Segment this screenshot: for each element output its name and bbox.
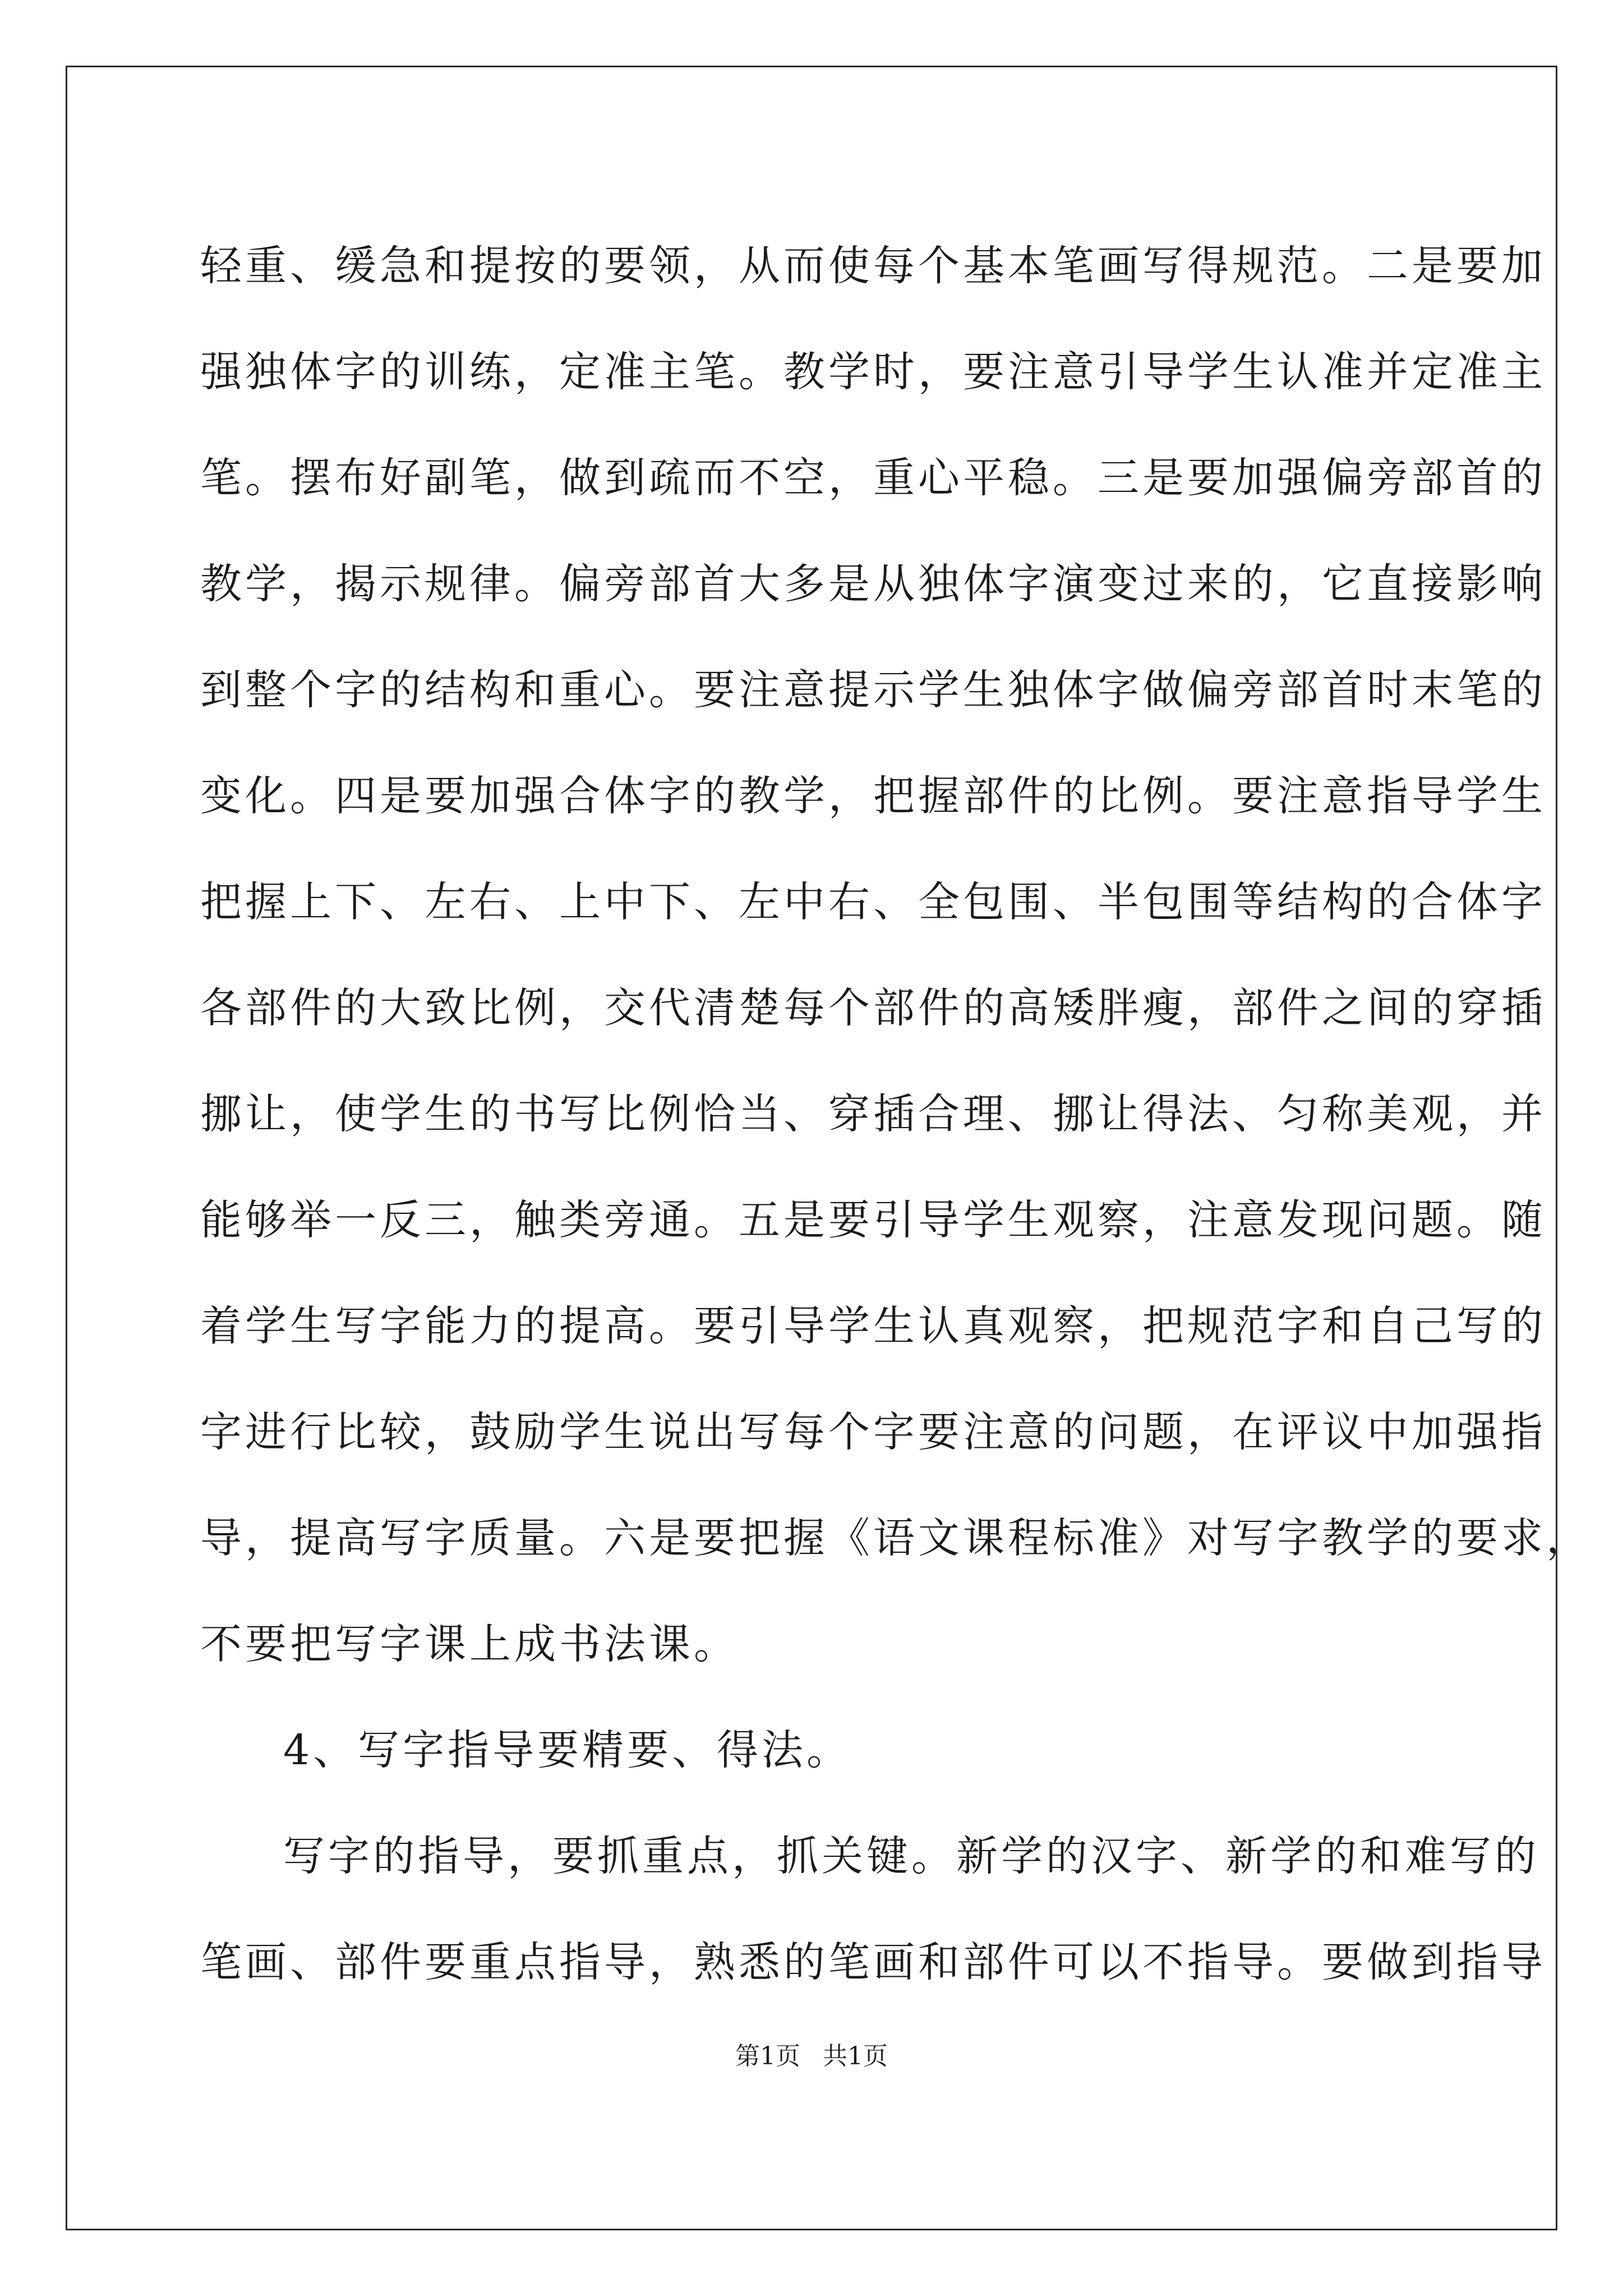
paragraph-line: 写字的指导，要抓重点，抓关键。新学的汉字、新学的和难写的 — [283, 1832, 1539, 1880]
document-body — [200, 213, 1591, 2016]
paragraph-line: 各部件的大致比例，交代清楚每个部件的高矮胖瘦，部件之间的穿插 — [200, 984, 1546, 1032]
page-count: 共1页 — [823, 2042, 888, 2070]
paragraph-line: 字进行比较，鼓励学生说出写每个字要注意的问题，在评议中加强指 — [200, 1408, 1546, 1456]
paragraph-line: 轻重、缓急和提按的要领，从而使每个基本笔画写得规范。二是要加 — [200, 242, 1546, 290]
paragraph-line: 能够举一反三，触类旁通。五是要引导学生观察，注意发现问题。随 — [200, 1196, 1546, 1244]
paragraph-line: 教学，揭示规律。偏旁部首大多是从独体字演变过来的，它直接影响 — [200, 560, 1546, 608]
page-number: 第1页 — [735, 2042, 800, 2070]
page-footer — [0, 2040, 1623, 2073]
paragraph-line: 到整个字的结构和重心。要注意提示学生独体字做偏旁部首时末笔的 — [200, 666, 1546, 714]
paragraph-line: 变化。四是要加强合体字的教学，把握部件的比例。要注意指导学生 — [200, 772, 1546, 820]
paragraph-line: 笔画、部件要重点指导，熟悉的笔画和部件可以不指导。要做到指导 — [200, 1938, 1546, 1986]
paragraph-line: 导，提高写字质量。六是要把握《语文课程标准》对写字教学的要求， — [200, 1514, 1591, 1562]
paragraph-line: 不要把写字课上成书法课。 — [200, 1620, 739, 1668]
paragraph-line: 挪让，使学生的书写比例恰当、穿插合理、挪让得法、匀称美观，并 — [200, 1090, 1546, 1138]
paragraph-line: 强独体字的训练，定准主笔。教学时，要注意引导学生认准并定准主 — [200, 348, 1546, 396]
section-heading: 4、写字指导要精要、得法。 — [283, 1726, 852, 1774]
paragraph-line: 把握上下、左右、上中下、左中右、全包围、半包围等结构的合体字 — [200, 878, 1546, 926]
paragraph-line: 着学生写字能力的提高。要引导学生认真观察，把规范字和自己写的 — [200, 1302, 1546, 1350]
paragraph-line: 笔。摆布好副笔，做到疏而不空，重心平稳。三是要加强偏旁部首的 — [200, 454, 1546, 502]
